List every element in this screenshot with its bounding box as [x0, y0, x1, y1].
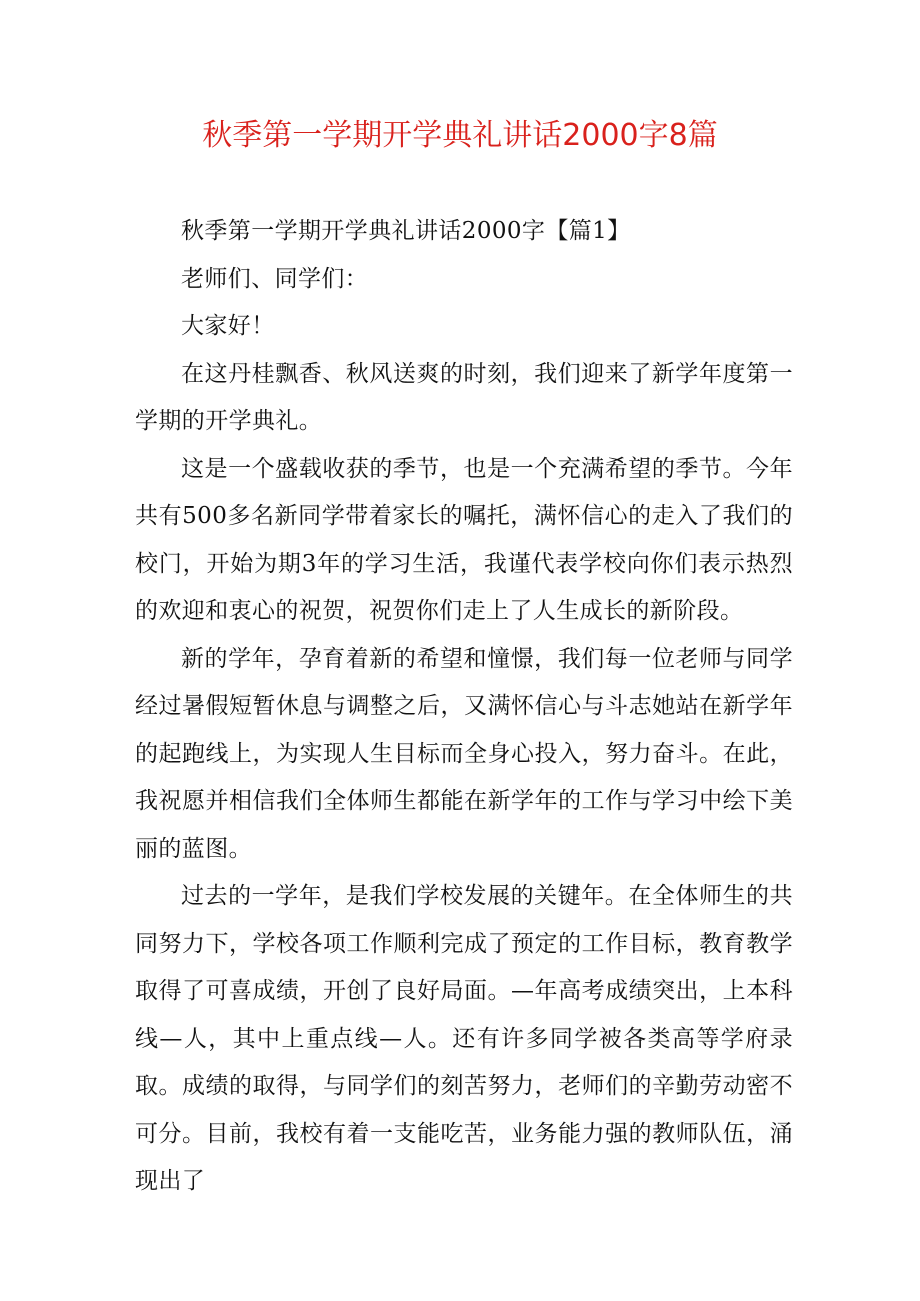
salutation: 老师们、同学们： — [181, 265, 369, 292]
paragraph: 新的学年，孕育着新的希望和憧憬，我们每一位老师与同学经过暑假短暂休息与调整之后，又满怀信心与斗志她站在新学年的起跑线上，为实现人生目标而全身心投入，努力奋斗。在此，我祝愿并相信我们全体师生都能在新学年的工作与学习中绘下美丽的蓝图。 — [135, 645, 793, 862]
document-body — [135, 208, 793, 1206]
paragraph: 在这丹桂飘香、秋风送爽的时刻，我们迎来了新学年度第一学期的开学典礼。 — [135, 360, 793, 434]
section-heading: 秋季第一学期开学典礼讲话2000字【篇1】 — [181, 218, 631, 244]
paragraph: 过去的一学年，是我们学校发展的关键年。在全体师生的共同努力下，学校各项工作顺利完成了预定的工作目标，教育教学取得了可喜成绩，开创了良好局面。—年高考成绩突出，上本科线—人，其中上重点线—人。还有许多同学被各类高等学府录取。成绩的取得，与同学们的刻苦努力，老师们的辛勤劳动密不可分。目前，我校有着一支能吃苦，业务能力强的教师队伍，涌现出了 — [135, 883, 793, 1194]
document-title: 秋季第一学期开学典礼讲话2000字8篇 — [202, 118, 718, 153]
paragraph: 这是一个盛载收获的季节，也是一个充满希望的季节。今年共有500多名新同学带着家长的嘱托，满怀信心的走入了我们的校门，开始为期3年的学习生活，我谨代表学校向你们表示热烈的欢迎和衷心的祝贺，祝贺你们走上了人生成长的新阶段。 — [135, 455, 793, 624]
greeting: 大家好！ — [181, 313, 275, 339]
